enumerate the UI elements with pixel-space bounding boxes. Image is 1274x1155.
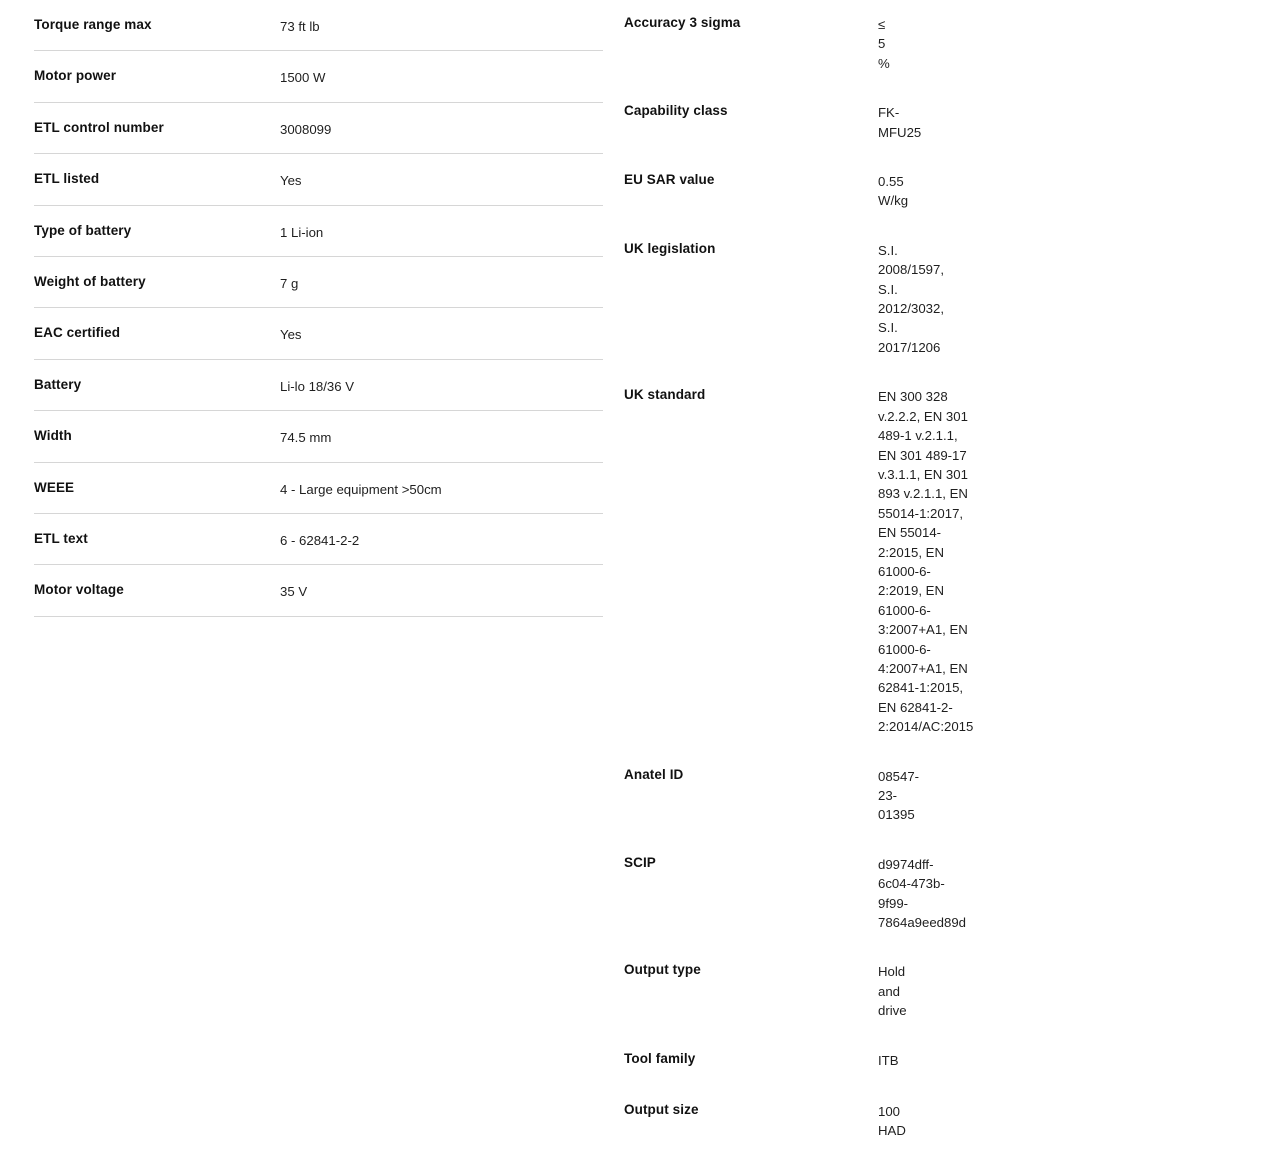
spec-label: UK standard	[624, 387, 706, 403]
spec-label: Output type	[624, 962, 701, 978]
spec-label: Weight of battery	[34, 274, 146, 290]
spec-label: EU SAR value	[624, 172, 715, 188]
spec-value: 3008099	[280, 121, 332, 137]
spec-value: 73 ft lb	[280, 19, 320, 34]
spec-label: Torque range max	[34, 17, 152, 32]
spec-value: 7 g	[280, 276, 299, 292]
spec-value: 1 Li-ion	[280, 224, 324, 240]
spec-value: Yes	[280, 173, 302, 189]
spec-label: Motor voltage	[34, 582, 124, 598]
spec-label: Type of battery	[34, 222, 132, 238]
spec-label: Accuracy 3 sigma	[624, 15, 741, 30]
spec-label: UK legislation	[624, 240, 716, 256]
spec-label: Output size	[624, 1101, 699, 1117]
spec-label: Tool family	[624, 1050, 696, 1066]
spec-value: ITB	[878, 1052, 899, 1068]
spec-value: 74.5 mm	[280, 430, 332, 446]
spec-label: Battery	[34, 376, 82, 392]
spec-label: WEEE	[34, 479, 75, 495]
spec-value: 08547-23-01395	[878, 768, 920, 823]
spec-value: 100 HAD	[878, 1103, 906, 1139]
spec-label: EAC certified	[34, 325, 121, 341]
spec-value: Yes	[280, 327, 302, 343]
spec-value: 6 - 62841-2-2	[280, 533, 360, 549]
spec-value: 1500 W	[280, 70, 326, 86]
spec-label: ETL control number	[34, 119, 164, 135]
spec-label: Width	[34, 428, 72, 444]
spec-value: Hold and drive	[878, 964, 907, 1019]
spec-label: ETL listed	[34, 171, 100, 187]
spec-value: ≤ 5 %	[878, 17, 890, 71]
spec-value: Li-lo 18/36 V	[280, 378, 355, 394]
spec-value: 35 V	[280, 584, 308, 600]
spec-label: SCIP	[624, 854, 656, 870]
spec-value: 0.55 W/kg	[878, 174, 909, 209]
spec-label: ETL text	[34, 531, 88, 547]
spec-value: 4 - Large equipment >50cm	[280, 481, 442, 497]
spec-value: EN 300 328 v.2.2.2, EN 301 489-1 v.2.1.1, EN 301 489-17 v.3.1.1, EN 301 893 v.2.1.1, EN 55014-1:2017, EN 55014-2:2015, EN 61000-6-2:2019, EN 61000-6-3:2007+A1, EN 61000-6-4:2007+A1, EN 62841-1:2015, EN 62841-2-2:2014/AC:2015	[878, 389, 974, 735]
spec-label: Capability class	[624, 103, 728, 119]
spec-value: S.I. 2008/1597, S.I. 2012/3032, S.I. 2017/1206	[878, 242, 945, 355]
spec-label: Motor power	[34, 68, 117, 84]
spec-label: Anatel ID	[624, 766, 684, 782]
spec-value: d9974dff-6c04-473b-9f99-7864a9eed89d	[878, 856, 967, 931]
spec-value: FK-MFU25	[878, 105, 922, 140]
